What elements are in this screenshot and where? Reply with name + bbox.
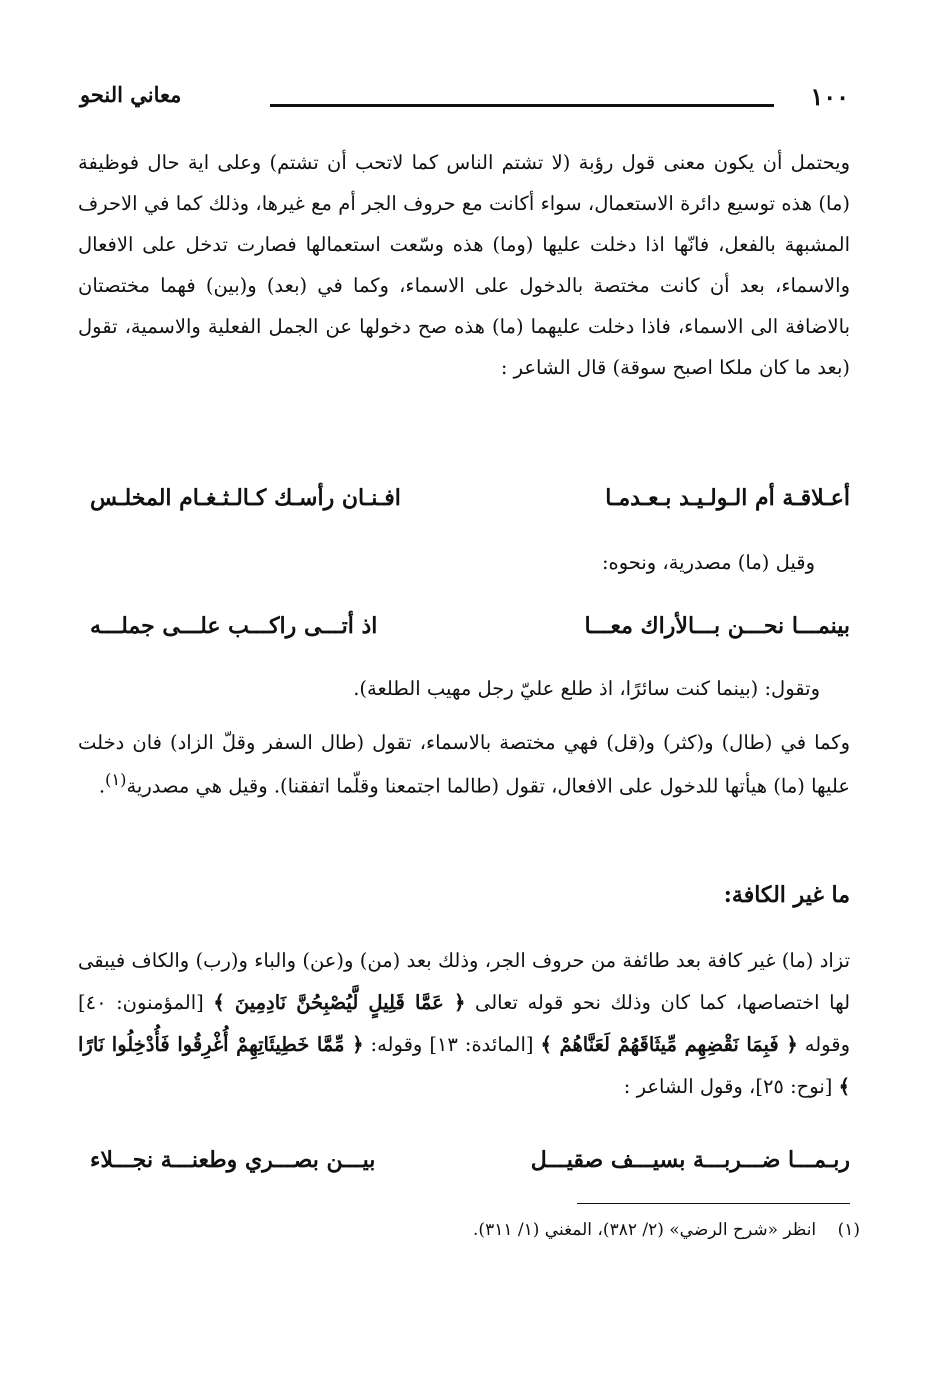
paragraph-2 <box>78 542 815 583</box>
footnote-rule <box>577 1203 850 1204</box>
verse-1-second-hemistich: افـنـان رأسـك كـالـثـغـام المخلـس <box>90 485 401 511</box>
paragraph-4-body: وكما في (طال) و(كثر) و(قل) فهي مختصة بالاسماء، تقول (طال السفر وقلّ الزاد) فان دخلت عليها (ما) هيأتها للدخول على الافعال، تقول (طالما اجتمعنا وقلّما اتفقنا). وقيل هي مصدرية <box>78 731 850 798</box>
paragraph-5-body: تزاد (ما) غير كافة بعد طائفة من حروف الجر، وذلك بعد (من) و(عن) والباء و(رب) والكاف فيبقى لها اختصاصها، كما كان وذلك نحو قوله تعالى <box>78 949 851 1014</box>
verse-1 <box>78 478 850 518</box>
paragraph-1-text: ويحتمل أن يكون معنى قول رؤبة (لا تشتم الناس كما لاتحب أن تشتم) وعلى اية حال فوظيفة (ما) هذه توسيع دائرة الاستعمال، سواء أكانت مع حروف الجر أم مع غيرها، وذلك كما في الاحرف المشبهة بالفعل، فانّها اذا دخلت عليها (وما) هذه وسّعت استعمالها فصارت تدخل على الافعال والاسماء، بعد أن كانت مختصة بالدخول على الاسماء، وكما في (بعد) و(بين) فهما مختصتان بالاضافة الى الاسماء، فاذا دخلت عليهما (ما) هذه صح دخولها عن الجمل الفعلية والاسمية، تقول (بعد ما كان ملكا اصبح سوقة) قال الشاعر : <box>78 151 850 379</box>
paragraph-3 <box>78 668 820 709</box>
verse-3-second-hemistich: بيـــن بصـــري وطعنـــة نجـــلاء <box>90 1147 376 1173</box>
quran-quote-3: ﴿ مِّمَّا خَطِيئَاتِهِمْ أُغْرِقُوا فَأُدْخِلُوا نَارًا ﴾ <box>78 1033 850 1098</box>
paragraph-2-text: وقيل (ما) مصدرية، ونحوه: <box>601 551 815 574</box>
verse-3-first-hemistich: ربـمـــا ضـــربـــة بسيـــف صقيـــل <box>530 1147 850 1173</box>
page-number: ١٠٠ <box>810 82 849 111</box>
verse-3 <box>78 1140 850 1180</box>
footnote-text: انظر «شرح الرضي» (٢/ ٣٨٢)، المغني (١/ ٣١١). <box>473 1220 817 1240</box>
paragraph-5-connector-1: وقوله <box>804 1033 850 1056</box>
quran-quote-1: ﴿ عَمَّا قَلِيلٍ لَّيُصْبِحُنَّ نَادِمِينَ ﴾ <box>213 991 466 1014</box>
section-heading: ما غير الكافة: <box>723 882 850 908</box>
paragraph-4 <box>78 724 850 805</box>
quran-ref-3: [نوح: ٢٥] <box>755 1075 833 1098</box>
footnote-number: (١) <box>837 1220 860 1240</box>
paragraph-5-text <box>78 940 850 1108</box>
header-rule <box>270 104 774 107</box>
paragraph-5-connector-2: وقوله: <box>370 1033 423 1056</box>
footnote-reference: (١) <box>105 770 127 789</box>
running-title: معاني النحو <box>80 82 182 107</box>
quran-ref-2: [المائدة: ١٣] <box>429 1033 534 1056</box>
verse-1-first-hemistich: أعـلاقـة أم الـولـيـد بـعـدمـا <box>605 485 850 511</box>
paragraph-1 <box>78 142 850 388</box>
running-head <box>80 82 849 122</box>
quran-ref-1: [المؤمنون: ٤٠] <box>78 991 204 1014</box>
paragraph-4-text <box>78 724 850 805</box>
footnote <box>80 1215 860 1245</box>
verse-2-second-hemistich: اذ أتـــى راكـــب علـــى جملـــه <box>90 613 378 639</box>
paragraph-4-end: . <box>98 774 106 798</box>
paragraph-3-text: وتقول: (بينما كنت سائرًا، اذ طلع عليّ رجل مهيب الطلعة). <box>353 677 820 700</box>
verse-2 <box>78 606 850 646</box>
verse-2-first-hemistich: بينمـــا نحـــن بـــالأراك معـــا <box>584 613 850 639</box>
paragraph-5 <box>78 940 850 1108</box>
quran-quote-2: ﴿ فَبِمَا نَقْضِهِم مِّيثَاقَهُمْ لَعَنَّاهُمْ ﴾ <box>540 1033 798 1056</box>
paragraph-5-end: ، وقول الشاعر : <box>623 1075 756 1098</box>
